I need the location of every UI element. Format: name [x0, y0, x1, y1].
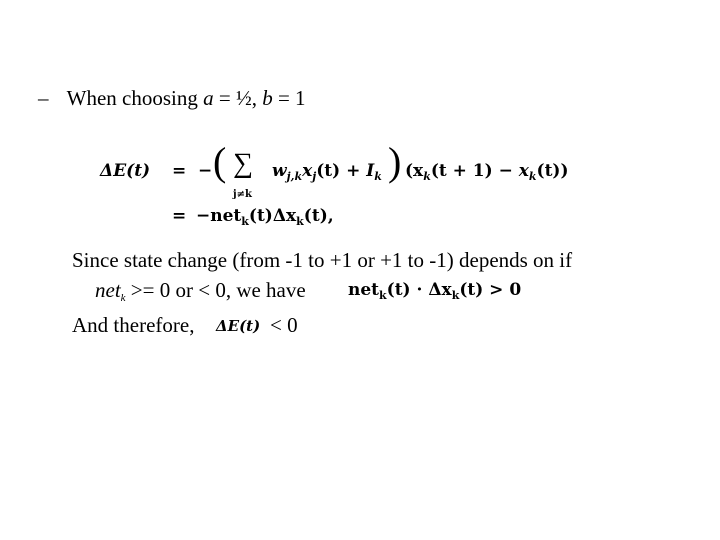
- neg-net-symbol: −net: [196, 206, 242, 226]
- sum-term: [272, 160, 382, 182]
- bullet-lead-text: When choosing: [66, 86, 204, 110]
- xk1-symbol: (x: [405, 161, 424, 181]
- difference-term: [405, 160, 569, 182]
- final-lhs: ΔE(t): [216, 317, 261, 335]
- product-end: (t) > 0: [459, 280, 522, 300]
- net-text-subscript: k: [120, 292, 126, 304]
- equation-minus: −: [198, 161, 213, 181]
- paragraph-line-2: [95, 278, 306, 302]
- equation-equals-1: =: [172, 161, 187, 181]
- paragraph-line-1: Since state change (from -1 to +1 or +1 to -1) depends on if: [72, 248, 573, 272]
- therefore-text: And therefore,: [72, 313, 195, 337]
- x-subscript: j: [312, 170, 317, 183]
- x-symbol: x: [302, 161, 313, 181]
- variable-b: b: [262, 86, 273, 110]
- condition-text: >= 0 or < 0, we have: [125, 278, 306, 302]
- equation-lhs: ΔE(t): [100, 161, 151, 181]
- delta-x-subscript: k: [296, 215, 304, 228]
- bullet-eq1-text: = ½,: [213, 86, 263, 110]
- xk2-symbol: x: [518, 161, 529, 181]
- xk2-argument: (t)): [536, 161, 569, 181]
- minus-sign-2: −: [498, 161, 513, 181]
- delta-x-term: (t)Δx: [248, 206, 297, 226]
- t-argument: (t): [316, 161, 341, 181]
- product-net-subscript: k: [379, 289, 387, 302]
- product-net: net: [348, 280, 380, 300]
- t-argument-end: (t),: [303, 206, 334, 226]
- bullet-eq2-text: = 1: [272, 86, 306, 110]
- equation-equals-2: =: [172, 206, 187, 226]
- net-subscript: k: [241, 215, 249, 228]
- product-x-subscript: k: [451, 289, 460, 302]
- net-text: net: [95, 278, 121, 302]
- xk1-argument: (t + 1): [430, 161, 493, 181]
- w-subscript: j,k: [286, 170, 303, 183]
- sum-symbol: ∑: [233, 148, 253, 179]
- xk1-subscript: k: [423, 170, 431, 183]
- product-expression: [348, 279, 521, 301]
- I-subscript: k: [374, 170, 382, 183]
- final-relation: < 0: [270, 313, 298, 337]
- right-paren-large: ): [388, 139, 402, 184]
- paragraph-line-3: [72, 313, 194, 337]
- equation-line-2: [196, 205, 334, 227]
- bullet-dash: –: [38, 86, 49, 110]
- xk2-subscript: k: [528, 170, 537, 183]
- equation-line-1: [100, 160, 150, 182]
- w-symbol: w: [272, 161, 287, 181]
- I-symbol: I: [366, 161, 375, 181]
- plus-sign: +: [346, 161, 361, 181]
- left-paren-large: (: [213, 139, 227, 184]
- variable-a: a: [203, 86, 214, 110]
- sum-index: j≠k: [233, 189, 252, 200]
- product-mid: (t) · Δx: [386, 280, 452, 300]
- bullet-line: [38, 86, 306, 110]
